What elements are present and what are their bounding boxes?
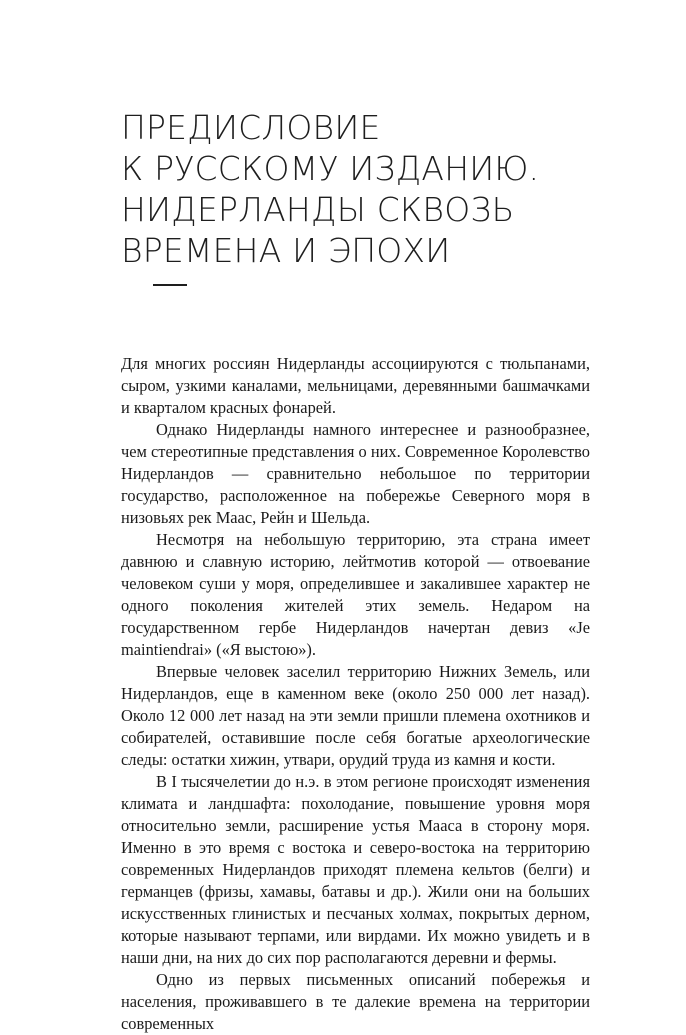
paragraph: Одно из первых письменных описаний побережья и населения, проживавшего в те далекие времена на территории современных bbox=[121, 970, 590, 1033]
body-text bbox=[121, 353, 590, 1035]
title-divider bbox=[153, 284, 187, 286]
chapter-title bbox=[121, 107, 641, 271]
chapter-title-line: ВРЕМЕНА И ЭПОХИ bbox=[121, 231, 451, 270]
paragraph: Для многих россиян Нидерланды ассоциируются с тюльпанами, сыром, узкими каналами, мельницами, деревянными башмачками и кварталом красных фонарей. bbox=[121, 354, 590, 417]
paragraph: В I тысячелетии до н.э. в этом регионе происходят изменения климата и ландшафта: похолодание, повышение уровня моря относительно земли, расширение устья Мааса в сторону моря. Именно в это время с востока и северо-востока на территорию современных Нидерландов приходят племена кельтов (белги) и германцев (фризы, хамавы, батавы и др.). Жили они на больших искусственных глинистых и песчаных холмах, покрытых дерном, которые называют терпами, или вирдами. Их можно увидеть и в наши дни, на них до сих пор располагаются деревни и фермы. bbox=[121, 772, 590, 967]
chapter-title-line: ПРЕДИСЛОВИЕ bbox=[121, 108, 381, 147]
chapter-title-line: К РУССКОМУ ИЗДАНИЮ. bbox=[121, 149, 540, 188]
paragraph: Впервые человек заселил территорию Нижних Земель, или Нидерландов, еще в каменном веке (около 250 000 лет назад). Около 12 000 лет назад на эти земли пришли племена охотников и собирателей, оставившие после себя богатые археологические следы: остатки хижин, утвари, орудий труда из камня и кости. bbox=[121, 662, 590, 769]
paragraph: Несмотря на небольшую территорию, эта страна имеет давнюю и славную историю, лейтмотив которой — отвоевание человеком суши у моря, определившее и закалившее характер не одного поколения жителей этих земель. Недаром на государственном гербе Нидерландов начертан девиз «Je maintiendrai» («Я выстою»). bbox=[121, 530, 590, 659]
chapter-title-line: НИДЕРЛАНДЫ СКВОЗЬ bbox=[121, 190, 515, 229]
paragraph: Однако Нидерланды намного интереснее и разнообразнее, чем стереотипные представления о них. Современное Королевство Нидерландов — сравнительно небольшое по территории государство, расположенное на побережье Северного моря в низовьях рек Маас, Рейн и Шельда. bbox=[121, 420, 590, 527]
